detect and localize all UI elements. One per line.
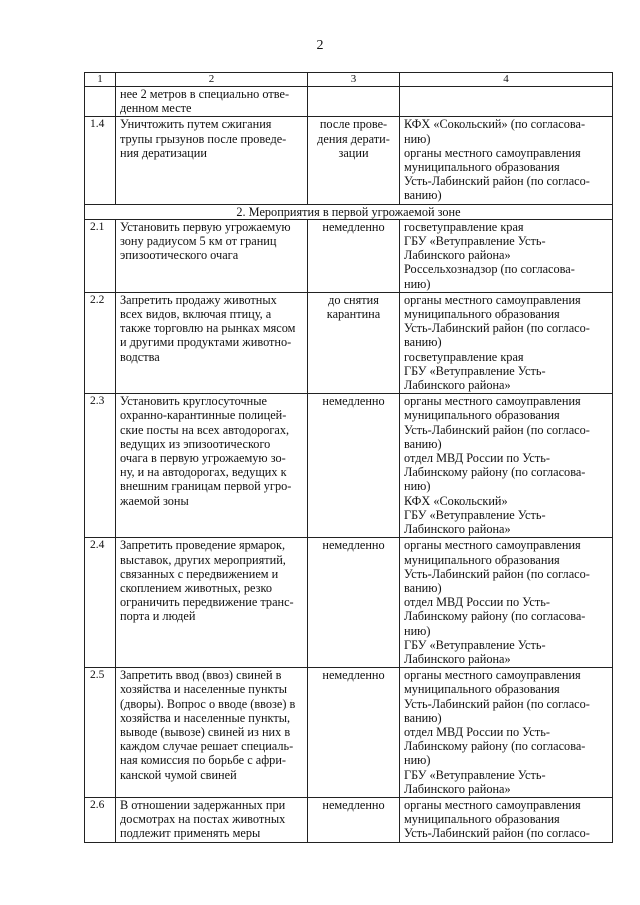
cell-line: ния дератизации xyxy=(120,145,207,160)
cell-line: Усть-Лабинский район (по согласо- xyxy=(404,422,590,437)
cell-line: Лабинского района» xyxy=(404,522,511,537)
cell-line: муниципального образования xyxy=(404,307,560,322)
cell-line: выводе (вывозе) свиней из них в xyxy=(120,724,291,739)
cell-line: дения дерати- xyxy=(317,131,390,146)
section-title: 2. Мероприятия в первой угрожаемой зоне xyxy=(85,204,613,219)
cell-line: органы местного самоуправления xyxy=(404,292,581,307)
header-cell: 4 xyxy=(400,73,613,87)
cell-line: Лабинскому району (по согласова- xyxy=(404,609,586,624)
cell-line: Лабинского района» xyxy=(404,248,511,263)
cell-line: ГБУ «Ветуправление Усть- xyxy=(404,363,546,378)
cell-line: Лабинскому району (по согласова- xyxy=(404,465,586,480)
cell-line: муниципального образования xyxy=(404,552,560,567)
cell-line: ГБУ «Ветуправление Усть- xyxy=(404,637,546,652)
term-cell xyxy=(308,538,400,668)
cell-line: и другими продуктами животно- xyxy=(120,335,292,350)
cell-line: эпизоотического очага xyxy=(120,248,239,263)
action-cell xyxy=(116,668,308,798)
cell-line: госветуправление края xyxy=(404,349,524,364)
cell-line: муниципального образования xyxy=(404,408,560,423)
cell-line: муниципального образования xyxy=(404,160,560,175)
executors-cell xyxy=(400,394,613,538)
header-cell: 1 xyxy=(85,73,116,87)
cell-line: органы местного самоуправления xyxy=(404,145,581,160)
page-number: 2 xyxy=(316,38,324,53)
cell-line: зону радиусом 5 км от границ xyxy=(120,234,277,249)
cell-line: ГБУ «Ветуправление Усть- xyxy=(404,767,546,782)
cell-line: охранно-карантинные полицей- xyxy=(120,408,287,423)
cell-line: после прове- xyxy=(319,117,388,132)
cell-line: связанных с передвижением и xyxy=(120,566,279,581)
row-number: 2.2 xyxy=(85,292,116,393)
cell-line: госветуправление края xyxy=(404,219,524,234)
cell-line: нию) xyxy=(404,753,431,768)
cell-line: муниципального образования xyxy=(404,812,560,827)
cell-line: до снятия xyxy=(328,292,379,307)
cell-line: Усть-Лабинский район (по согласо- xyxy=(404,174,590,189)
action-cell xyxy=(116,87,308,117)
executors-cell xyxy=(400,87,613,117)
executors-cell xyxy=(400,219,613,292)
cell-line: Усть-Лабинский район (по согласо- xyxy=(404,566,590,581)
cell-line: ские посты на всех автодорогах, xyxy=(120,422,290,437)
cell-line: Россельхознадзор (по согласова- xyxy=(404,262,575,277)
cell-line: ванию) xyxy=(404,436,442,451)
term-cell xyxy=(308,117,400,204)
cell-line: отдел МВД России по Усть- xyxy=(404,451,550,466)
cell-line: ванию) xyxy=(404,335,442,350)
executors-cell xyxy=(400,538,613,668)
cell-line: нию) xyxy=(404,479,431,494)
cell-line: органы местного самоуправления xyxy=(404,538,581,553)
cell-line: муниципального образования xyxy=(404,682,560,697)
header-cell: 2 xyxy=(116,73,308,87)
cell-line: ванию) xyxy=(404,188,442,203)
cell-line: каждом случае решает специаль- xyxy=(120,739,294,754)
cell-line: Усть-Лабинский район (по согласо- xyxy=(404,696,590,711)
cell-line: Лабинского района» xyxy=(404,378,511,393)
table-row xyxy=(85,87,613,117)
cell-line: Уничтожить путем сжигания xyxy=(120,117,272,132)
cell-line: ванию) xyxy=(404,710,442,725)
row-number: 2.5 xyxy=(85,668,116,798)
action-cell xyxy=(116,394,308,538)
row-number: 2.1 xyxy=(85,219,116,292)
cell-line: немедленно xyxy=(322,219,385,234)
cell-line: Запретить проведение ярмарок, xyxy=(120,538,286,553)
cell-line: Запретить ввод (ввоз) свиней в xyxy=(120,668,282,683)
cell-line: ГБУ «Ветуправление Усть- xyxy=(404,234,546,249)
cell-line: Усть-Лабинский район (по согласо- xyxy=(404,826,590,841)
term-cell xyxy=(308,219,400,292)
cell-line: отдел МВД России по Усть- xyxy=(404,724,550,739)
term-cell xyxy=(308,668,400,798)
cell-line: немедленно xyxy=(322,394,385,409)
cell-line: выставок, других мероприятий, xyxy=(120,552,286,567)
cell-line: ограничить передвижение транс- xyxy=(120,595,294,610)
row-number: 1.4 xyxy=(85,117,116,204)
cell-line: карантина xyxy=(326,307,381,322)
cell-line: скоплением животных, резко xyxy=(120,580,273,595)
action-cell xyxy=(116,538,308,668)
executors-cell xyxy=(400,292,613,393)
cell-line: немедленно xyxy=(322,538,385,553)
section-row xyxy=(85,204,613,219)
cell-line: ная комиссия по борьбе с афри- xyxy=(120,753,286,768)
header-cell: 3 xyxy=(308,73,400,87)
action-cell xyxy=(116,219,308,292)
row-number xyxy=(85,87,116,117)
table-row xyxy=(85,797,613,842)
cell-line: (дворы). Вопрос о вводе (ввозе) в xyxy=(120,696,296,711)
cell-line: хозяйства и населенные пункты, xyxy=(120,710,291,725)
cell-line: отдел МВД России по Усть- xyxy=(404,595,550,610)
cell-line: КФХ «Сокольский» xyxy=(404,493,508,508)
cell-line: ванию) xyxy=(404,580,442,595)
cell-line: В отношении задержанных при xyxy=(120,797,286,812)
row-number: 2.6 xyxy=(85,797,116,842)
cell-line: органы местного самоуправления xyxy=(404,668,581,683)
cell-line: зации xyxy=(338,145,369,160)
cell-line: Лабинскому району (по согласова- xyxy=(404,739,586,754)
cell-line: нию) xyxy=(404,131,431,146)
cell-line: органы местного самоуправления xyxy=(404,797,581,812)
cell-line: всех видов, включая птицу, а xyxy=(120,307,272,322)
cell-line: ГБУ «Ветуправление Усть- xyxy=(404,507,546,522)
executors-cell xyxy=(400,668,613,798)
cell-line: денном месте xyxy=(120,101,192,116)
cell-line: также торговлю на рынках мясом xyxy=(120,321,296,336)
action-cell xyxy=(116,117,308,204)
term-cell xyxy=(308,394,400,538)
cell-line: канской чумой свиней xyxy=(120,767,237,782)
cell-line: порта и людей xyxy=(120,609,196,624)
cell-line: немедленно xyxy=(322,668,385,683)
table-row xyxy=(85,538,613,668)
cell-line: трупы грызунов после проведе- xyxy=(120,131,287,146)
cell-line: водства xyxy=(120,349,160,364)
term-cell xyxy=(308,797,400,842)
action-cell xyxy=(116,797,308,842)
table-row xyxy=(85,219,613,292)
executors-cell xyxy=(400,797,613,842)
cell-line: Установить круглосуточные xyxy=(120,394,267,409)
cell-line: очага в первую угрожаемую зо- xyxy=(120,451,286,466)
term-cell xyxy=(308,87,400,117)
table-header-row xyxy=(85,73,613,87)
cell-line: Усть-Лабинский район (по согласо- xyxy=(404,321,590,336)
table-row xyxy=(85,394,613,538)
table-row xyxy=(85,117,613,204)
cell-line: немедленно xyxy=(322,797,385,812)
action-cell xyxy=(116,292,308,393)
table-row xyxy=(85,292,613,393)
table-row xyxy=(85,668,613,798)
executors-cell xyxy=(400,117,613,204)
cell-line: Лабинского района» xyxy=(404,781,511,796)
cell-line: внешним границам первой угро- xyxy=(120,479,292,494)
cell-line: КФХ «Сокольский» (по согласова- xyxy=(404,117,586,132)
cell-line: органы местного самоуправления xyxy=(404,394,581,409)
cell-line: жаемой зоны xyxy=(120,493,189,508)
measures-table xyxy=(84,72,613,843)
cell-line: нию) xyxy=(404,623,431,638)
cell-line: ну, и на автодорогах, ведущих к xyxy=(120,465,287,480)
cell-line: подлежит применять меры xyxy=(120,826,261,841)
row-number: 2.3 xyxy=(85,394,116,538)
cell-line: Установить первую угрожаемую xyxy=(120,219,291,234)
cell-line: Лабинского района» xyxy=(404,651,511,666)
cell-line: нию) xyxy=(404,276,431,291)
cell-line: Запретить продажу животных xyxy=(120,292,277,307)
cell-line: нее 2 метров в специально отве- xyxy=(120,87,290,101)
term-cell xyxy=(308,292,400,393)
cell-line: хозяйства и населенные пункты xyxy=(120,682,287,697)
cell-line: ведущих из эпизоотического xyxy=(120,436,271,451)
row-number: 2.4 xyxy=(85,538,116,668)
cell-line: досмотрах на постах животных xyxy=(120,812,286,827)
